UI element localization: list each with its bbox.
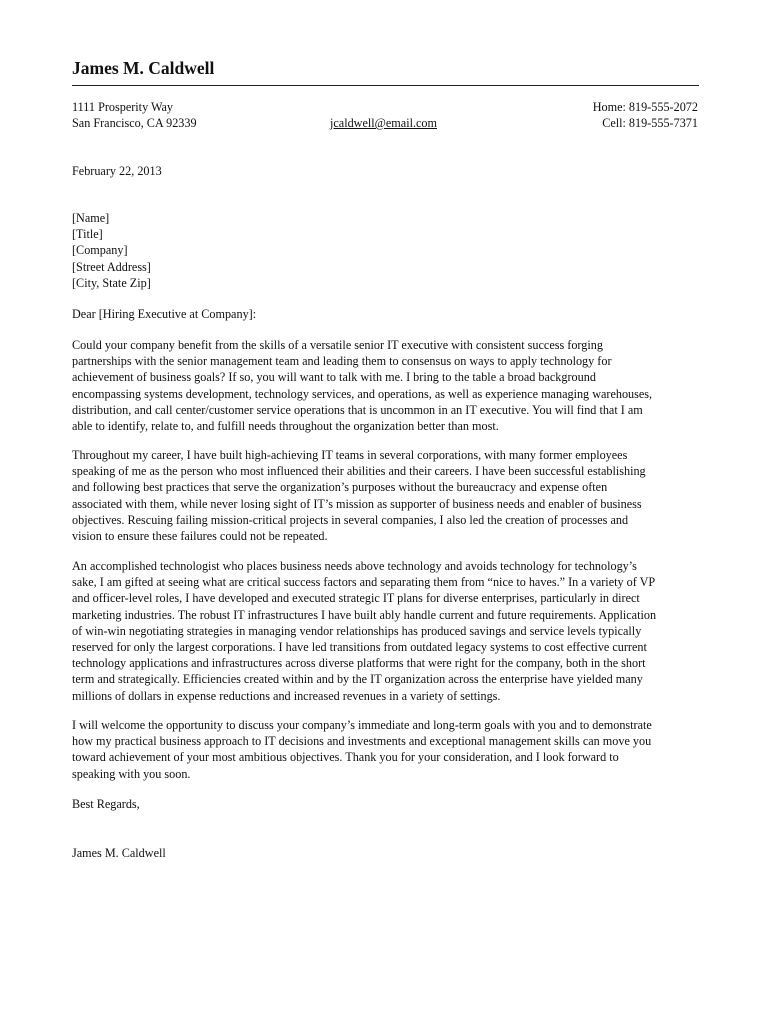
paragraph-line: speaking of me as the person who most influenced their abilities and their careers. I have been successful establishing — [72, 464, 646, 479]
sender-address — [72, 99, 197, 131]
paragraph-line: speaking with you soon. — [72, 766, 191, 781]
home-phone: Home: 819-555-2072 — [592, 100, 698, 114]
paragraph-line: vision to ensure these failures could not be repeated. — [72, 529, 328, 544]
paragraph-line: associated with them, while never losing sight of IT’s mission as supporter of business needs and enabler of business — [72, 496, 642, 511]
salutation: Dear [Hiring Executive at Company]: — [72, 307, 257, 321]
paragraph-line: of win-win negotiating strategies in managing vendor relationships has produced savings and service levels typically — [72, 623, 642, 638]
body-paragraph-3 — [72, 558, 700, 704]
cell-phone: Cell: 819-555-7371 — [602, 116, 698, 130]
sender-email-link[interactable]: jcaldwell@email.com — [330, 116, 437, 130]
body-paragraph-4 — [72, 717, 700, 782]
recipient-line: [City, State Zip] — [72, 275, 151, 290]
letter-date: February 22, 2013 — [72, 164, 162, 178]
body-paragraph-2 — [72, 447, 700, 544]
paragraph-line: achievement of business goals? If so, you will want to talk with me. I bring to the table a broad background — [72, 370, 596, 385]
paragraph-line: toward achievement of your most ambitious objectives. Thank you for your consideration, and I look forward to — [72, 750, 619, 765]
paragraph-line: technology applications and infrastructures across diverse platforms that were right for the company, both in the short — [72, 656, 646, 671]
paragraph-line: marketing industries. The robust IT infrastructures I have built ably handle current and future requirements. Application — [72, 607, 657, 622]
sender-name: James M. Caldwell — [72, 58, 215, 78]
signature-name: James M. Caldwell — [72, 846, 166, 860]
paragraph-line: encompassing systems development, technology services, and operations, as well as experience managing warehouses, — [72, 386, 653, 401]
body-paragraph-1 — [72, 337, 700, 434]
recipient-line: [Company] — [72, 243, 128, 258]
recipient-line: [Street Address] — [72, 259, 151, 274]
sender-phones — [593, 99, 698, 131]
paragraph-line: how my practical business approach to IT decisions and investments and exceptional management skills can move you — [72, 734, 652, 749]
paragraph-line: and officer-level roles, I have developed and executed strategic IT plans for diverse enterprises, particularly in direct — [72, 591, 640, 606]
paragraph-line: I will welcome the opportunity to discuss your company’s immediate and long-term goals with you and to demonstrate — [72, 718, 652, 732]
paragraph-line: reserved for only the largest corporations. I have led transitions from outdated legacy systems to cost effective current — [72, 640, 647, 655]
paragraph-line: able to identify, relate to, and fulfill needs throughout the organization better than most. — [72, 419, 499, 434]
paragraph-line: distribution, and call center/customer service operations that is uncommon in an IT executive. You will find that I am — [72, 402, 643, 417]
recipient-line: [Title] — [72, 227, 103, 242]
paragraph-line: sake, I am gifted at seeing what are critical success factors and separating them from “nice to haves.” In a variety of VP — [72, 575, 656, 590]
paragraph-line: term and strategically. Efficiencies created within and by the IT organization across the enterprise have yielded many — [72, 672, 643, 687]
address-line-1: 1111 Prosperity Way — [72, 100, 174, 114]
paragraph-line: Could your company benefit from the skills of a versatile senior IT executive with consistent success forging — [72, 338, 603, 352]
recipient-line: [Name] — [72, 211, 110, 225]
paragraph-line: partnerships with the senior management team and leading them to consensus on ways to apply technology for — [72, 354, 612, 369]
header-divider — [72, 85, 699, 86]
address-line-2: San Francisco, CA 92339 — [72, 116, 197, 130]
paragraph-line: Throughout my career, I have built high-achieving IT teams in several corporations, with many former employees — [72, 448, 628, 462]
paragraph-line: objectives. Rescuing failing mission-critical projects in several companies, I also led the creation of processes and — [72, 512, 629, 527]
paragraph-line: An accomplished technologist who places business needs above technology and avoids technology for technology’s — [72, 559, 637, 573]
closing: Best Regards, — [72, 797, 140, 811]
paragraph-line: and following best practices that serve the organization’s purposes without the bureaucracy and expense often — [72, 480, 608, 495]
recipient-block — [72, 210, 700, 291]
paragraph-line: millions of dollars in expense reductions and increased revenues in a variety of settings. — [72, 688, 501, 703]
